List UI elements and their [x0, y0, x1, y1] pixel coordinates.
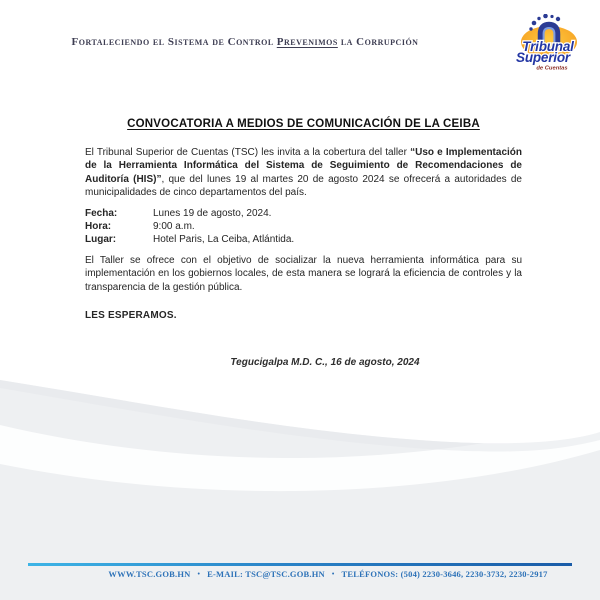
event-details: [85, 207, 522, 247]
detail-row-hora: [85, 220, 522, 233]
logo-text-tribunal: Tribunal: [522, 39, 574, 54]
footer-wave-decoration: [0, 370, 600, 600]
detail-row-fecha: [85, 207, 522, 220]
header-slogan: [0, 36, 490, 48]
detail-label-lugar: Lugar:: [85, 234, 117, 246]
p1-bold-workshop-name: “Uso e Implementación de la Herramienta Informática del Sistema de Seguimiento de Recomendaciones de Auditoría (HIS)”: [85, 147, 523, 185]
footer-email: E-MAIL: TSC@TSC.GOB.HN: [207, 569, 325, 579]
tsc-logo: [501, 14, 591, 74]
detail-label-fecha: Fecha:: [85, 207, 118, 219]
p1-normal-2: , que del lunes 19 al martes 20 de agosto 2024 se ofrecerá a autoridades de municipalidades de cinco departamentos del país.: [85, 173, 522, 199]
logo-text-superior: Superior: [516, 50, 570, 65]
footer-divider-line: [28, 563, 572, 566]
slogan-text-post: la Corrupción: [340, 36, 419, 48]
detail-label-hora: Hora:: [85, 221, 112, 233]
dateline: Tegucigalpa M.D. C., 16 de agosto, 2024: [230, 357, 420, 368]
closing-line: LES ESPERAMOS.: [85, 310, 177, 322]
footer-separator-1: •: [197, 570, 201, 578]
document-body: [85, 118, 522, 321]
slogan-text-pre: Fortaleciendo el Sistema de Control: [71, 36, 274, 48]
logo-text-decuentas: de Cuentas: [536, 65, 568, 72]
footer-phones: TELÉFONOS: (504) 2230-3646, 2230-3732, 2230-2917: [341, 569, 548, 579]
detail-value-lugar: Hotel Paris, La Ceiba, Atlántida.: [153, 234, 295, 246]
footer-website: WWW.TSC.GOB.HN: [108, 569, 191, 579]
detail-row-lugar: [85, 233, 522, 246]
slogan-text-underlined: Prevenimos: [276, 36, 338, 48]
paragraph-invitation: [85, 146, 522, 200]
footer-contact-line: [0, 569, 600, 579]
p1-normal-1: El Tribunal Superior de Cuentas (TSC) les invita a la cobertura del taller: [85, 147, 411, 158]
footer-separator-2: •: [331, 570, 335, 578]
page-title: CONVOCATORIA A MEDIOS DE COMUNICACIÓN DE LA CEIBA: [127, 118, 480, 130]
detail-value-hora: 9:00 a.m.: [153, 221, 195, 233]
detail-value-fecha: Lunes 19 de agosto, 2024.: [153, 207, 272, 219]
paragraph-objective: El Taller se ofrece con el objetivo de socializar la nueva herramienta informática para su implementación en los gobiernos locales, de esta manera se logrará la eficiencia de controles y la transparencia de la gestión pública.: [85, 254, 522, 293]
tsc-logo-graphic: [501, 14, 591, 74]
